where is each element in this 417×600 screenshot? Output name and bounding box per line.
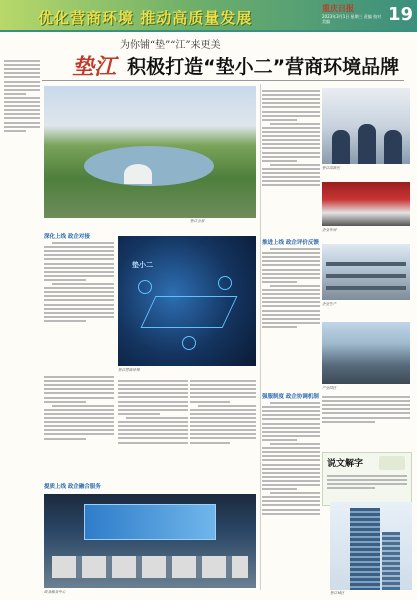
sidebar-box bbox=[322, 452, 412, 506]
body-column-6 bbox=[262, 246, 320, 386]
column-divider bbox=[260, 84, 261, 590]
subhead-2: 提质上线 政企融合服务 bbox=[44, 484, 101, 490]
platform-node bbox=[182, 336, 196, 350]
body-column-3 bbox=[118, 378, 188, 488]
lead-rule bbox=[42, 80, 404, 81]
headline-row bbox=[72, 50, 400, 80]
banner-rule bbox=[0, 30, 417, 32]
subhead-4: 强服制度 政企协调机制 bbox=[262, 394, 319, 400]
caption-photo-3: 政务服务中心 bbox=[44, 590, 66, 594]
industrial-park-photo bbox=[322, 322, 410, 384]
caption-photo-8: 垫江城区 bbox=[330, 591, 345, 595]
sidebar-text bbox=[327, 473, 407, 503]
caption-photo-4: 垫江高新区 bbox=[322, 166, 340, 170]
production-line bbox=[326, 274, 406, 278]
body-column-2 bbox=[44, 374, 114, 484]
meeting-stage-photo bbox=[322, 182, 410, 226]
banner-slogan: 优化营商环境 推动高质量发展 bbox=[38, 9, 253, 27]
sidebar-illustration bbox=[379, 456, 405, 470]
skyscraper-photo bbox=[330, 502, 412, 590]
platform-title: 垫小二 bbox=[132, 261, 153, 269]
caption-photo-1: 垫江全景 bbox=[190, 219, 205, 223]
service-desks bbox=[52, 556, 248, 578]
issue-date: 2023年3月1日 星期三 责编 校对 美编 bbox=[322, 14, 382, 24]
caption-photo-2: 垫江营商环境 bbox=[118, 368, 140, 372]
headline-place: 垫江 bbox=[72, 54, 117, 80]
platform-plate bbox=[141, 296, 238, 328]
platform-node bbox=[138, 280, 152, 294]
person-figure bbox=[384, 130, 402, 164]
newspaper-name: 重庆日报 bbox=[322, 3, 354, 13]
display-screen bbox=[84, 504, 216, 540]
page-banner bbox=[0, 0, 417, 30]
caption-photo-7: 产业园区 bbox=[322, 386, 337, 390]
production-line bbox=[326, 262, 406, 266]
sidebar-title: 说文解字 bbox=[327, 459, 364, 469]
digital-platform-graphic bbox=[118, 236, 256, 366]
factory-floor-photo bbox=[322, 244, 410, 300]
lead-column bbox=[4, 58, 40, 134]
person-figure bbox=[332, 130, 350, 164]
article-kicker: 为你铺“垫”“江”来更美 bbox=[120, 40, 221, 51]
platform-node bbox=[218, 276, 232, 290]
caption-photo-6: 企业生产 bbox=[322, 302, 337, 306]
dome-building bbox=[124, 164, 152, 184]
body-column-7 bbox=[262, 400, 320, 590]
caption-photo-5: 企业车间 bbox=[322, 228, 337, 232]
subhead-1: 深化上线 政企对接 bbox=[44, 234, 90, 240]
body-column-4 bbox=[190, 378, 256, 488]
tower-building bbox=[382, 532, 400, 590]
office-workers-photo bbox=[322, 88, 410, 164]
subhead-3: 推进上线 政企评价反馈 bbox=[262, 240, 319, 246]
service-center-photo bbox=[44, 494, 256, 588]
city-aerial-photo bbox=[44, 86, 256, 218]
production-line bbox=[326, 286, 406, 290]
page-number: 19 bbox=[388, 4, 414, 25]
article-headline: 积极打造“垫小二”营商环境品牌 bbox=[127, 56, 400, 78]
body-column-1 bbox=[44, 240, 114, 370]
body-column-5 bbox=[262, 88, 320, 258]
body-column-8 bbox=[322, 394, 410, 448]
person-figure bbox=[358, 124, 376, 164]
tower-building bbox=[350, 508, 380, 590]
